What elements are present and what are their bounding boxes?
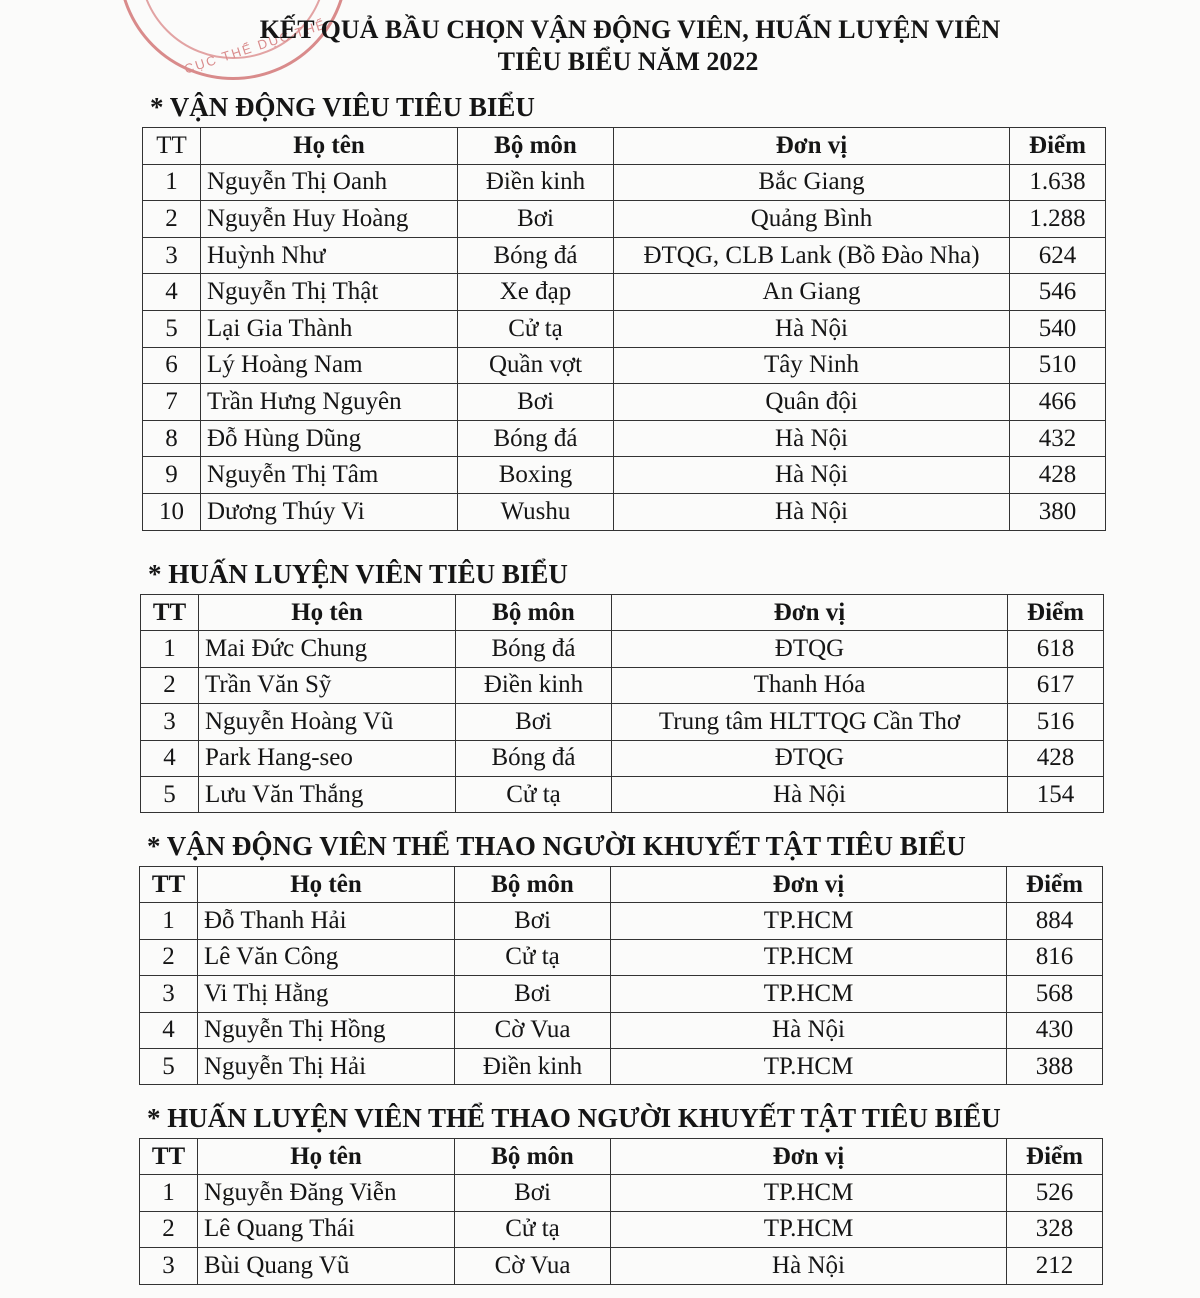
column-header-name: Họ tên: [198, 1139, 455, 1175]
cell-sport: Bơi: [458, 201, 614, 238]
cell-tt: 5: [143, 310, 201, 347]
section-heading: * VẬN ĐỘNG VIÊU TIÊU BIỂU: [150, 92, 535, 122]
cell-tt: 8: [143, 420, 201, 457]
table-row: [140, 903, 1103, 939]
table-row: [143, 310, 1106, 347]
cell-tt: 2: [140, 1211, 198, 1247]
cell-name: Lý Hoàng Nam: [201, 347, 458, 384]
cell-score: 617: [1008, 667, 1104, 703]
section-heading: * HUẤN LUYỆN VIÊN THỂ THAO NGƯỜI KHUYẾT TẬT TIÊU BIỂU: [147, 1103, 1001, 1133]
cell-name: Huỳnh Như: [201, 237, 458, 274]
cell-unit: TP.HCM: [611, 1175, 1007, 1211]
cell-score: 380: [1010, 493, 1106, 530]
cell-tt: 4: [143, 274, 201, 311]
column-header-tt: TT: [141, 595, 199, 631]
cell-score: 816: [1007, 939, 1103, 975]
column-header-unit: Đơn vị: [612, 595, 1008, 631]
table-row: [141, 776, 1104, 812]
cell-sport: Quần vợt: [458, 347, 614, 384]
table-row: [143, 457, 1106, 494]
cell-unit: TP.HCM: [611, 976, 1007, 1012]
table-row: [143, 274, 1106, 311]
cell-unit: Quân đội: [614, 384, 1010, 421]
cell-unit: Hà Nội: [611, 1012, 1007, 1048]
cell-name: Nguyễn Thị Thật: [201, 274, 458, 311]
column-header-unit: Đơn vị: [611, 1139, 1007, 1175]
cell-name: Nguyễn Huy Hoàng: [201, 201, 458, 238]
cell-sport: Cử tạ: [455, 939, 611, 975]
cell-sport: Boxing: [458, 457, 614, 494]
column-header-score: Điểm: [1010, 128, 1106, 165]
cell-name: Trần Văn Sỹ: [199, 667, 456, 703]
table-row: [143, 493, 1106, 530]
cell-name: Lê Văn Công: [198, 939, 455, 975]
cell-tt: 7: [143, 384, 201, 421]
cell-score: 428: [1008, 740, 1104, 776]
cell-name: Nguyễn Thị Hải: [198, 1048, 455, 1084]
column-header-sport: Bộ môn: [458, 128, 614, 165]
cell-unit: ĐTQG, CLB Lank (Bồ Đào Nha): [614, 237, 1010, 274]
cell-name: Nguyễn Đăng Viễn: [198, 1175, 455, 1211]
cell-sport: Wushu: [458, 493, 614, 530]
cell-tt: 3: [140, 976, 198, 1012]
cell-sport: Điền kinh: [456, 667, 612, 703]
cell-unit: Hà Nội: [611, 1248, 1007, 1284]
cell-sport: Điền kinh: [455, 1048, 611, 1084]
cell-unit: Hà Nội: [614, 457, 1010, 494]
official-seal-text: CỤC THỂ DỤC THỂ: [182, 16, 329, 77]
cell-unit: Thanh Hóa: [612, 667, 1008, 703]
cell-sport: Bơi: [455, 976, 611, 1012]
cell-score: 516: [1008, 704, 1104, 740]
cell-tt: 1: [140, 903, 198, 939]
cell-tt: 2: [141, 667, 199, 703]
column-header-score: Điểm: [1007, 867, 1103, 903]
cell-unit: Quảng Bình: [614, 201, 1010, 238]
table-row: [140, 1175, 1103, 1211]
table-row: [141, 740, 1104, 776]
column-header-sport: Bộ môn: [455, 867, 611, 903]
cell-sport: Bơi: [455, 1175, 611, 1211]
results-table: [140, 594, 1104, 813]
cell-name: Đỗ Hùng Dũng: [201, 420, 458, 457]
results-table: [142, 127, 1106, 531]
column-header-name: Họ tên: [198, 867, 455, 903]
cell-tt: 5: [141, 776, 199, 812]
cell-score: 540: [1010, 310, 1106, 347]
section-heading: * HUẤN LUYỆN VIÊN TIÊU BIỂU: [148, 559, 568, 589]
cell-sport: Điền kinh: [458, 164, 614, 201]
cell-score: 618: [1008, 631, 1104, 667]
cell-name: Lại Gia Thành: [201, 310, 458, 347]
cell-name: Park Hang-seo: [199, 740, 456, 776]
cell-score: 884: [1007, 903, 1103, 939]
cell-sport: Bơi: [455, 903, 611, 939]
cell-tt: 3: [141, 704, 199, 740]
cell-name: Nguyễn Hoàng Vũ: [199, 704, 456, 740]
table-row: [141, 704, 1104, 740]
column-header-tt: TT: [140, 867, 198, 903]
cell-sport: Cờ Vua: [455, 1248, 611, 1284]
column-header-unit: Đơn vị: [614, 128, 1010, 165]
table-row: [143, 420, 1106, 457]
document-title-line2: TIÊU BIỂU NĂM 2022: [497, 47, 759, 76]
column-header-name: Họ tên: [201, 128, 458, 165]
section-heading: * VẬN ĐỘNG VIÊN THỂ THAO NGƯỜI KHUYẾT TẬT TIÊU BIỂU: [147, 831, 966, 861]
cell-sport: Cờ Vua: [455, 1012, 611, 1048]
cell-tt: 3: [140, 1248, 198, 1284]
cell-sport: Bóng đá: [458, 237, 614, 274]
cell-tt: 3: [143, 237, 201, 274]
table-row: [143, 347, 1106, 384]
column-header-sport: Bộ môn: [456, 595, 612, 631]
table-row: [143, 201, 1106, 238]
results-table: [139, 1138, 1103, 1285]
cell-score: 430: [1007, 1012, 1103, 1048]
cell-unit: Hà Nội: [614, 420, 1010, 457]
cell-unit: Hà Nội: [614, 310, 1010, 347]
cell-unit: Bắc Giang: [614, 164, 1010, 201]
cell-sport: Cử tạ: [455, 1211, 611, 1247]
cell-sport: Bơi: [456, 704, 612, 740]
cell-name: Nguyễn Thị Oanh: [201, 164, 458, 201]
cell-name: Đỗ Thanh Hải: [198, 903, 455, 939]
column-header-sport: Bộ môn: [455, 1139, 611, 1175]
cell-unit: Hà Nội: [614, 493, 1010, 530]
column-header-unit: Đơn vị: [611, 867, 1007, 903]
cell-tt: 2: [140, 939, 198, 975]
column-header-score: Điểm: [1007, 1139, 1103, 1175]
cell-tt: 1: [140, 1175, 198, 1211]
results-table: [139, 866, 1103, 1085]
cell-name: Vi Thị Hằng: [198, 976, 455, 1012]
cell-score: 154: [1008, 776, 1104, 812]
cell-tt: 1: [141, 631, 199, 667]
cell-score: 510: [1010, 347, 1106, 384]
cell-sport: Bơi: [458, 384, 614, 421]
cell-score: 546: [1010, 274, 1106, 311]
table-row: [140, 1012, 1103, 1048]
cell-tt: 1: [143, 164, 201, 201]
table-row: [141, 631, 1104, 667]
table-row: [141, 667, 1104, 703]
cell-sport: Xe đạp: [458, 274, 614, 311]
cell-tt: 6: [143, 347, 201, 384]
cell-tt: 9: [143, 457, 201, 494]
table-header-row: [143, 128, 1106, 165]
cell-sport: Cử tạ: [456, 776, 612, 812]
cell-score: 466: [1010, 384, 1106, 421]
cell-unit: TP.HCM: [611, 1048, 1007, 1084]
cell-name: Lưu Văn Thắng: [199, 776, 456, 812]
column-header-score: Điểm: [1008, 595, 1104, 631]
cell-score: 328: [1007, 1211, 1103, 1247]
table-header-row: [140, 867, 1103, 903]
cell-score: 526: [1007, 1175, 1103, 1211]
column-header-tt: TT: [140, 1139, 198, 1175]
cell-tt: 4: [140, 1012, 198, 1048]
table-row: [140, 1248, 1103, 1284]
cell-name: Bùi Quang Vũ: [198, 1248, 455, 1284]
table-row: [140, 1048, 1103, 1084]
cell-unit: ĐTQG: [612, 631, 1008, 667]
table-header-row: [141, 595, 1104, 631]
cell-score: 568: [1007, 976, 1103, 1012]
cell-tt: 10: [143, 493, 201, 530]
cell-score: 432: [1010, 420, 1106, 457]
cell-sport: Cử tạ: [458, 310, 614, 347]
cell-score: 388: [1007, 1048, 1103, 1084]
cell-unit: TP.HCM: [611, 1211, 1007, 1247]
cell-score: 1.288: [1010, 201, 1106, 238]
cell-sport: Bóng đá: [456, 631, 612, 667]
cell-name: Lê Quang Thái: [198, 1211, 455, 1247]
table-row: [143, 164, 1106, 201]
table-row: [140, 939, 1103, 975]
cell-tt: 2: [143, 201, 201, 238]
cell-unit: TP.HCM: [611, 939, 1007, 975]
cell-unit: TP.HCM: [611, 903, 1007, 939]
table-row: [140, 1211, 1103, 1247]
cell-unit: Tây Ninh: [614, 347, 1010, 384]
cell-name: Trần Hưng Nguyên: [201, 384, 458, 421]
cell-score: 1.638: [1010, 164, 1106, 201]
cell-name: Nguyễn Thị Tâm: [201, 457, 458, 494]
table-row: [143, 237, 1106, 274]
cell-unit: Trung tâm HLTTQG Cần Thơ: [612, 704, 1008, 740]
column-header-tt: TT: [143, 128, 201, 165]
cell-unit: Hà Nội: [612, 776, 1008, 812]
cell-score: 212: [1007, 1248, 1103, 1284]
cell-tt: 4: [141, 740, 199, 776]
cell-sport: Bóng đá: [456, 740, 612, 776]
document-title-line1: KẾT QUẢ BẦU CHỌN VẬN ĐỘNG VIÊN, HUẤN LUYỆN VIÊN: [259, 15, 1001, 44]
cell-tt: 5: [140, 1048, 198, 1084]
cell-unit: ĐTQG: [612, 740, 1008, 776]
cell-score: 624: [1010, 237, 1106, 274]
cell-score: 428: [1010, 457, 1106, 494]
table-row: [140, 976, 1103, 1012]
table-row: [143, 384, 1106, 421]
column-header-name: Họ tên: [199, 595, 456, 631]
table-header-row: [140, 1139, 1103, 1175]
cell-name: Nguyễn Thị Hồng: [198, 1012, 455, 1048]
cell-sport: Bóng đá: [458, 420, 614, 457]
cell-name: Dương Thúy Vi: [201, 493, 458, 530]
cell-name: Mai Đức Chung: [199, 631, 456, 667]
cell-unit: An Giang: [614, 274, 1010, 311]
